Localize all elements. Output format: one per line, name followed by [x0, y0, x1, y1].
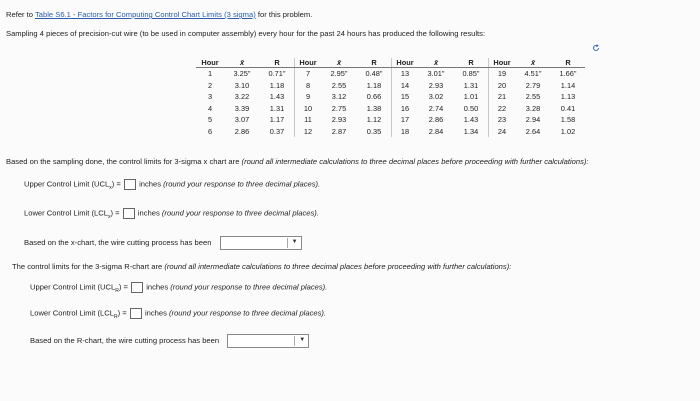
table-cell: 1.18	[357, 80, 392, 92]
table-cell: 2.86	[428, 115, 444, 125]
table-link[interactable]: Table S6.1 - Factors for Computing Control Chart Limits (3 sigma)	[35, 10, 256, 19]
table-cell: 23	[497, 115, 507, 125]
table-cell: 19	[497, 69, 507, 79]
xbar-conclusion-row: Based on the x-chart, the wire cutting process has been ▼	[24, 236, 302, 250]
table-cell: 2.75	[331, 103, 347, 113]
xbar-intro: Based on the sampling done, the control limits for 3-sigma x chart are (round all intermediate calculations to three decimal places before proceeding with further calculations):	[6, 157, 589, 166]
table-cell: 9	[305, 92, 311, 102]
table-cell: 1	[207, 69, 213, 79]
table-cell: 0.41	[560, 103, 576, 113]
table-cell: 1.38	[357, 103, 392, 115]
table-header-cell: Hour	[295, 58, 322, 68]
table-cell: 12	[303, 126, 313, 136]
ref-suffix: for this problem.	[257, 10, 313, 19]
table-cell: 1.31	[454, 80, 489, 92]
table-header-cell: Hour	[489, 58, 516, 68]
table-cell: 1.43	[260, 91, 295, 103]
table-cell: 0.37	[260, 126, 295, 138]
table-cell: 1.14	[560, 80, 576, 90]
table-header-cell: R	[357, 58, 392, 68]
table-cell: 13	[400, 69, 410, 79]
r-lcl-row: Lower Control Limit $(LCL_R)$ = inches (round your response to three decimal places).	[30, 308, 327, 321]
table-cell: 0.71"	[260, 68, 295, 80]
refresh-icon[interactable]	[592, 44, 600, 52]
table-cell: 17	[400, 115, 410, 125]
table-cell: 2.94	[525, 115, 541, 125]
r-conclusion-row: Based on the R-chart, the wire cutting process has been ▼	[30, 334, 309, 348]
table-cell: 4.51"	[524, 69, 542, 79]
table-cell: 15	[400, 92, 410, 102]
table-cell: 2.55	[525, 92, 541, 102]
table-cell: 8	[305, 80, 311, 90]
table-cell: 0.48"	[357, 68, 392, 80]
table-cell: 2.93	[428, 80, 444, 90]
table-cell: 7	[305, 69, 311, 79]
table-cell: 0.35	[357, 126, 392, 138]
table-cell: 1.31	[260, 103, 295, 115]
table-cell: 1.13	[560, 92, 576, 102]
xbar-conclusion-select[interactable]	[220, 236, 302, 250]
r-intro: The control limits for the 3-sigma R-chart are (round all intermediate calculations to three decimal places before proceeding with further calculations):	[12, 262, 512, 271]
xbar-lcl-input[interactable]	[123, 208, 135, 219]
table-cell: 3.01"	[427, 69, 445, 79]
r-conclusion-select[interactable]	[227, 334, 309, 348]
table-cell: 5	[207, 115, 213, 125]
table-cell: 2.95"	[330, 69, 348, 79]
problem-statement: Sampling 4 pieces of precision-cut wire (to be used in computer assembly) every hour for the past 24 hours has produced the following results:	[6, 29, 486, 38]
table-cell: 2.55	[331, 80, 347, 90]
table-header-cell: x̄	[321, 58, 357, 68]
table-row	[196, 80, 585, 92]
table-header-cell: R	[551, 58, 585, 68]
ref-prefix: Refer to	[6, 10, 34, 19]
table-cell: 2.87	[331, 126, 347, 136]
table-cell: 16	[400, 103, 410, 113]
table-cell: 3	[207, 92, 213, 102]
table-cell: 2	[207, 80, 213, 90]
xbar-lcl-row: Lower Control Limit $(LCL_x)$ = inches (round your response to three decimal places).	[24, 208, 319, 221]
table-cell: 6	[207, 126, 213, 136]
data-table	[196, 58, 585, 137]
table-header-cell: x̄	[418, 58, 454, 68]
xbar-ucl-row: Upper Control Limit $(UCL_x)$ = inches (round your response to three decimal places).	[24, 179, 321, 192]
table-cell: 3.39	[234, 103, 250, 113]
table-cell: 1.01	[454, 91, 489, 103]
table-cell: 3.22	[234, 92, 250, 102]
r-lcl-input[interactable]	[130, 308, 142, 319]
table-header-cell: R	[454, 58, 489, 68]
table-header-cell: Hour	[196, 58, 224, 68]
table-header-cell: x̄	[224, 58, 260, 68]
table-cell: 1.12	[357, 114, 392, 126]
chevron-down-icon: ▼	[291, 239, 298, 245]
table-cell: 18	[400, 126, 410, 136]
table-row	[196, 103, 585, 115]
table-row	[196, 91, 585, 103]
chevron-down-icon: ▼	[299, 337, 306, 343]
table-cell: 11	[304, 115, 312, 125]
table-cell: 2.84	[428, 126, 444, 136]
table-cell: 0.85"	[454, 68, 489, 80]
table-cell: 4	[207, 103, 213, 113]
table-header-cell: Hour	[392, 58, 419, 68]
table-cell: 1.43	[454, 114, 489, 126]
table-cell: 2.64	[525, 126, 541, 136]
xbar-ucl-input[interactable]	[124, 179, 136, 190]
table-cell: 1.58	[560, 115, 576, 125]
reference-line	[6, 10, 312, 19]
r-ucl-input[interactable]	[131, 282, 143, 293]
table-cell: 24	[497, 126, 507, 136]
table-cell: 1.02	[560, 126, 576, 136]
table-cell: 2.93	[331, 115, 347, 125]
table-cell: 3.02	[428, 92, 444, 102]
table-cell: 1.66"	[559, 69, 577, 79]
table-cell: 14	[400, 80, 410, 90]
table-header-cell: x̄	[515, 58, 551, 68]
r-ucl-row: Upper Control Limit $(UCL_R)$ = inches (round your response to three decimal places).	[30, 282, 328, 295]
table-cell: 3.10	[234, 80, 250, 90]
table-cell: 2.79	[525, 80, 541, 90]
table-row	[196, 126, 585, 138]
table-cell: 3.28	[525, 103, 541, 113]
table-cell: 3.12	[331, 92, 347, 102]
table-cell: 20	[497, 80, 507, 90]
table-row	[196, 68, 585, 80]
table-cell: 2.86	[234, 126, 250, 136]
table-header-cell: R	[260, 58, 295, 68]
table-cell: 1.34	[454, 126, 489, 138]
table-cell: 3.07	[234, 115, 250, 125]
table-cell: 1.18	[260, 80, 295, 92]
table-cell: 0.66	[357, 91, 392, 103]
table-cell: 0.50	[454, 103, 489, 115]
table-cell: 21	[497, 92, 507, 102]
table-cell: 10	[303, 103, 313, 113]
table-header-row	[196, 58, 585, 68]
table-cell: 22	[497, 103, 507, 113]
table-cell: 3.25"	[233, 69, 251, 79]
table-cell: 2.74	[428, 103, 444, 113]
table-cell: 1.17	[260, 114, 295, 126]
table-row	[196, 114, 585, 126]
